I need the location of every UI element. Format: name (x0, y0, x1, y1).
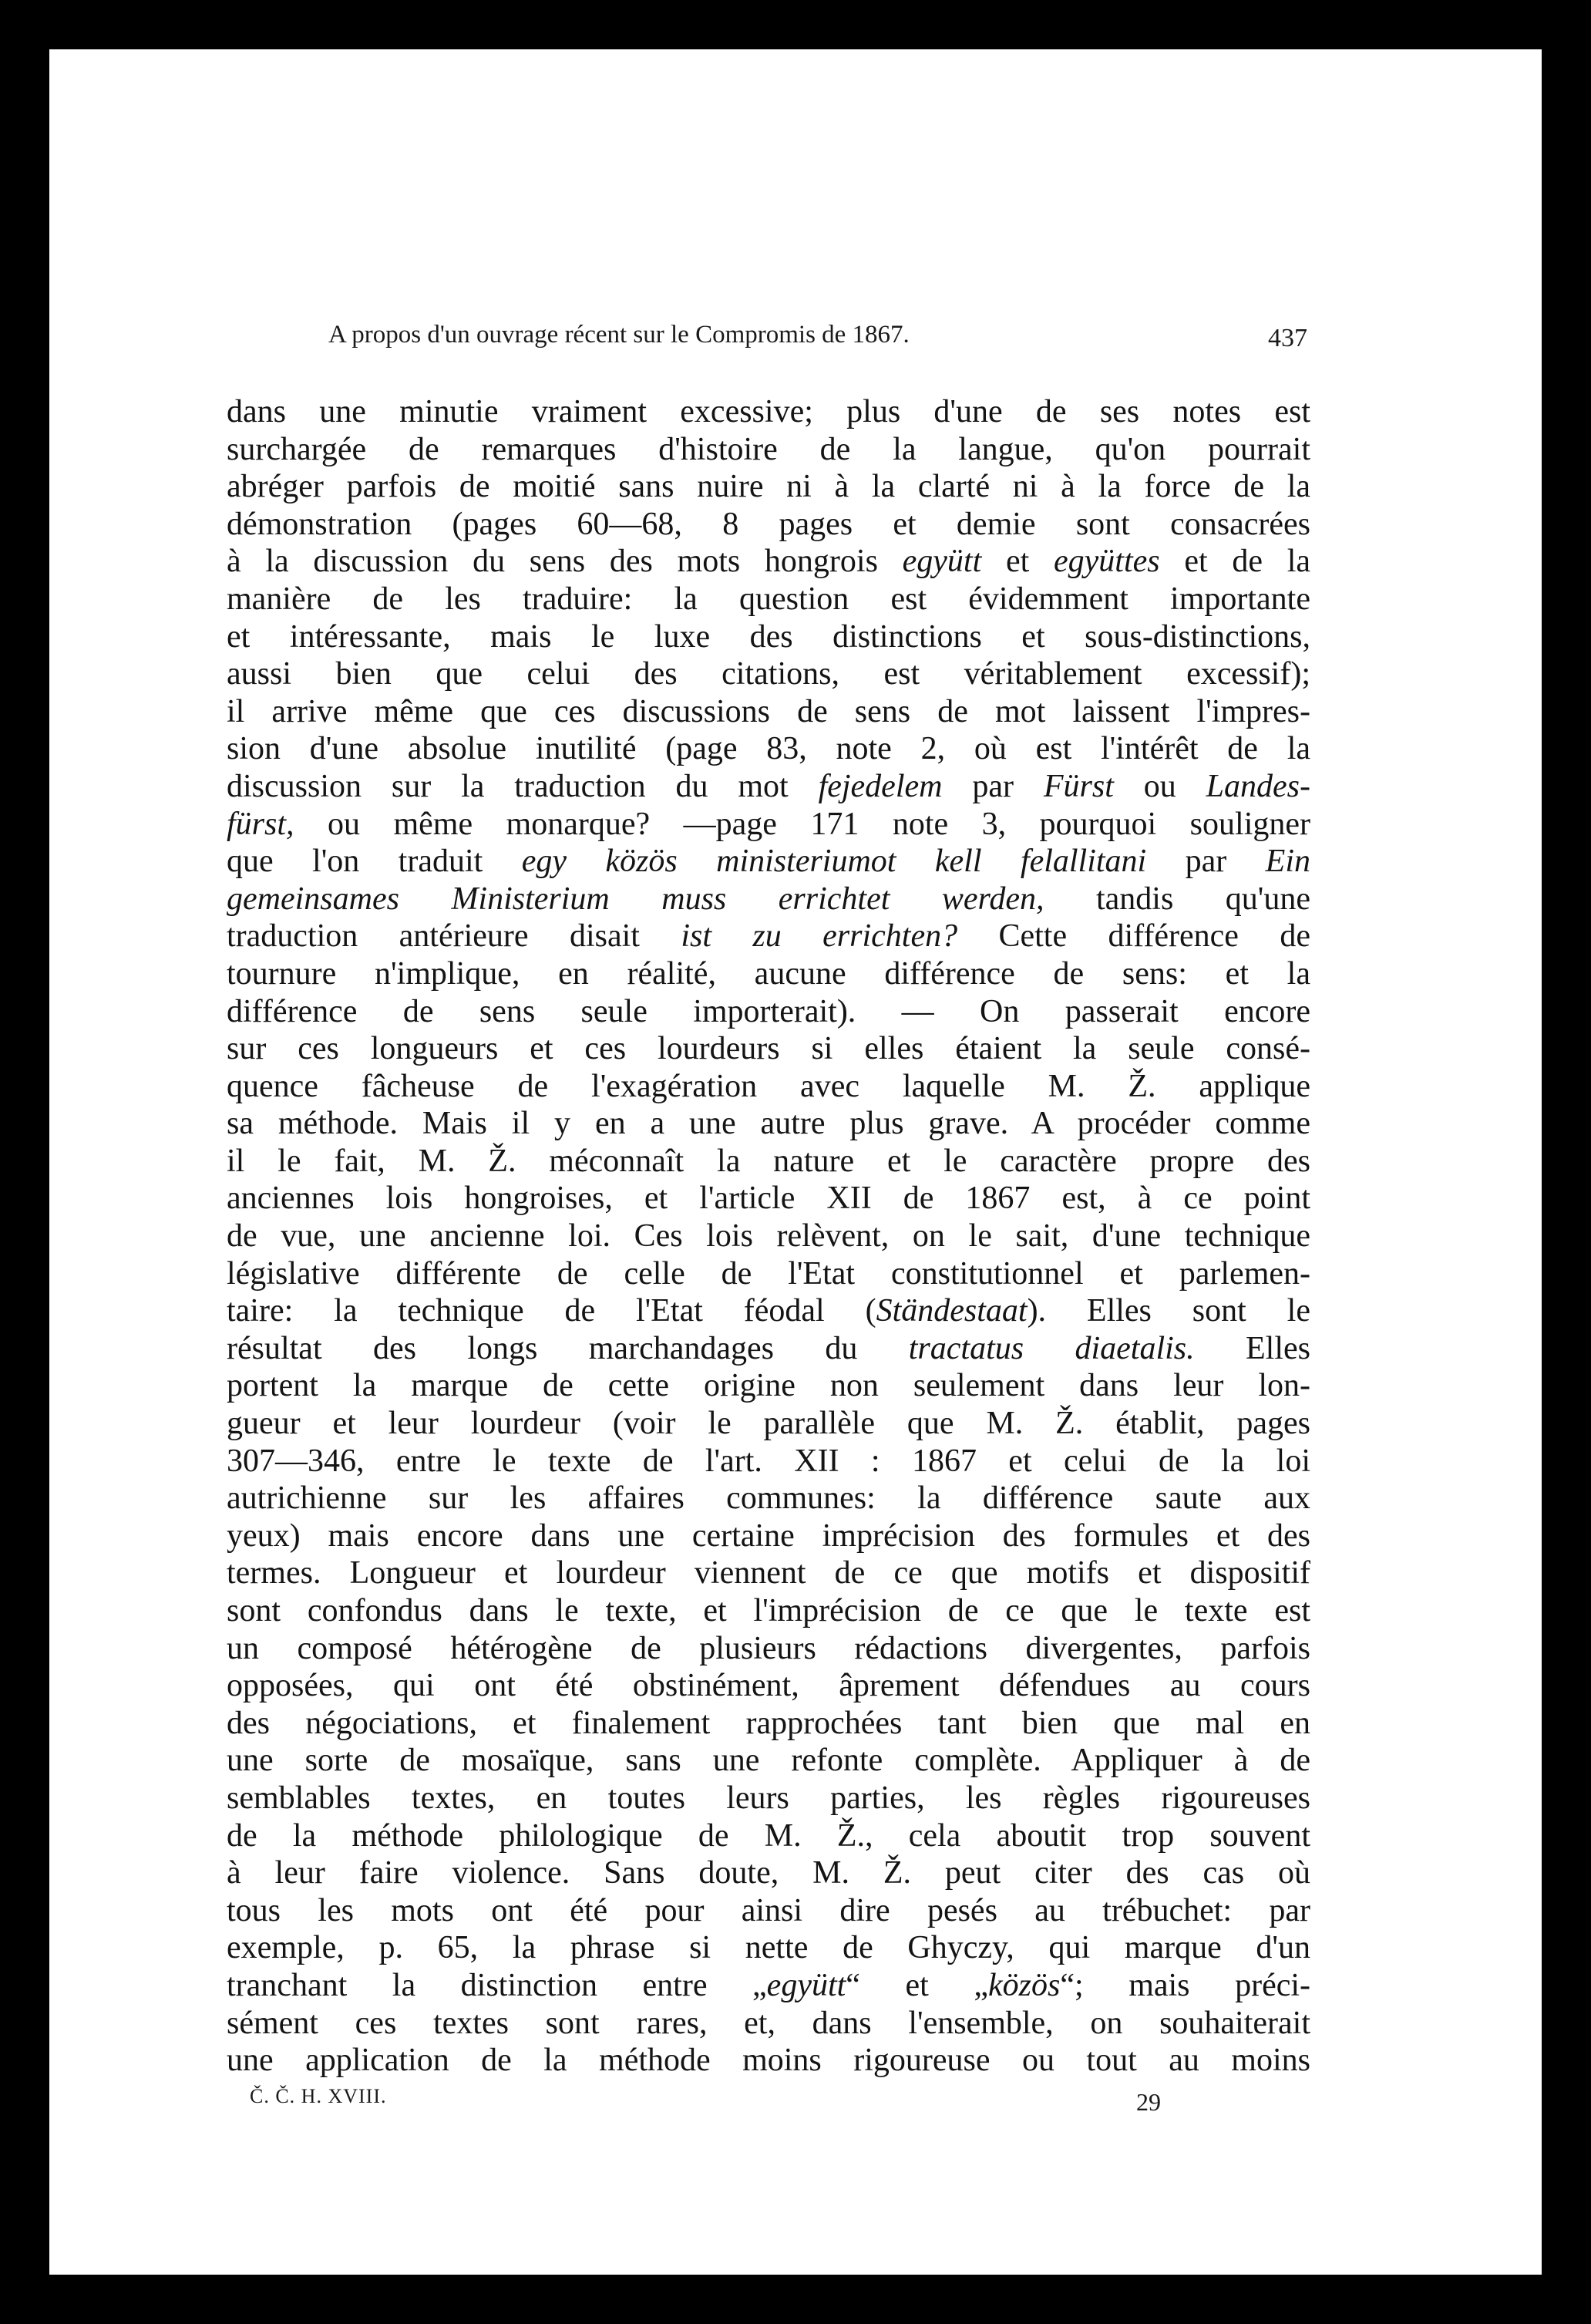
text-line: aussi bien que celui des citations, est véritablement excessif); (227, 656, 1310, 692)
text-line: surchargée de remarques d'histoire de la langue, qu'on pourrait (227, 431, 1310, 467)
text-line: abréger parfois de moitié sans nuire ni à la clarté ni à la force de la (227, 469, 1310, 505)
text-line: exemple, p. 65, la phrase si nette de Ghyczy, qui marque d'un (227, 1930, 1310, 1966)
text-line: semblables textes, en toutes leurs parties, les règles rigoureuses (227, 1780, 1310, 1816)
text-line: tranchant la distinction entre „együtt“ et „közös“; mais préci- (227, 1967, 1311, 2003)
text-line: il le fait, M. Ž. méconnaît la nature et le caractère propre des (227, 1143, 1310, 1179)
text-line: anciennes lois hongroises, et l'article XII de 1867 est, à ce point (227, 1181, 1310, 1217)
text-line: dans une minutie vraiment excessive; plus d'une de ses notes est (227, 394, 1310, 429)
scanned-page (49, 49, 1542, 2275)
text-line: une sorte de mosaïque, sans une refonte complète. Appliquer à de (227, 1743, 1310, 1779)
text-line: à leur faire violence. Sans doute, M. Ž. peut citer des cas où (227, 1855, 1310, 1891)
sheet-number: 29 (1136, 2088, 1161, 2116)
text-line: gueur et leur lourdeur (voir le parallèle que M. Ž. établit, pages (227, 1406, 1310, 1442)
text-line: yeux) mais encore dans une certaine imprécision des formules et des (227, 1517, 1310, 1554)
signature-mark: Č. Č. H. XVIII. (250, 2085, 387, 2107)
text-line: opposées, qui ont été obstinément, âprement défendues au cours (227, 1668, 1310, 1704)
running-header (328, 321, 1307, 364)
text-line: de vue, une ancienne loi. Ces lois relèvent, on le sait, d'une technique (227, 1218, 1310, 1255)
page-footer (227, 2085, 1310, 2131)
text-line: que l'on traduit egy közös ministeriumot kell felallitani par Ein (227, 844, 1310, 880)
text-line: législative différente de celle de l'Etat constitutionnel et parlemen- (227, 1255, 1310, 1292)
text-line: et intéressante, mais le luxe des distinctions et sous-distinctions, (227, 618, 1310, 655)
text-line: sont confondus dans le texte, et l'imprécision de ce que le texte est (227, 1593, 1310, 1628)
running-title: A propos d'un ouvrage récent sur le Compromis de 1867. (328, 321, 910, 349)
text-line: sément ces textes sont rares, et, dans l'ensemble, on souhaiterait (227, 2005, 1310, 2041)
text-line: à la discussion du sens des mots hongrois együtt et együttes et de la (227, 544, 1310, 580)
text-line: une application de la méthode moins rigoureuse ou tout au moins (227, 2043, 1310, 2079)
text-line: 307—346, entre le texte de l'art. XII : 1867 et celui de la loi (227, 1443, 1310, 1479)
text-line: gemeinsames Ministerium muss errichtet werden, tandis qu'une (227, 881, 1310, 917)
text-line: fürst, ou même monarque? —page 171 note 3, pourquoi souligner (227, 806, 1310, 842)
text-line: tous les mots ont été pour ainsi dire pesés au trébuchet: par (227, 1892, 1310, 1928)
text-line: des négociations, et finalement rapprochées tant bien que mal en (227, 1705, 1310, 1741)
text-line: quence fâcheuse de l'exagération avec laquelle M. Ž. applique (227, 1068, 1310, 1104)
text-line: autrichienne sur les affaires communes: la différence saute aux (227, 1480, 1310, 1517)
text-line: il arrive même que ces discussions de sens de mot laissent l'impres- (227, 693, 1310, 729)
text-line: traduction antérieure disait ist zu errichten? Cette différence de (227, 918, 1310, 955)
text-line: de la méthode philologique de M. Ž., cela aboutit trop souvent (227, 1817, 1310, 1854)
text-line: taire: la technique de l'Etat féodal (Ständestaat). Elles sont le (227, 1293, 1310, 1329)
text-line: manière de les traduire: la question est évidemment importante (227, 581, 1310, 617)
text-line: termes. Longueur et lourdeur viennent de ce que motifs et dispositif (227, 1555, 1310, 1591)
text-line: différence de sens seule importerait). — On passerait encore (227, 993, 1310, 1029)
body-text (227, 393, 1310, 2080)
text-line: sion d'une absolue inutilité (page 83, note 2, où est l'intérêt de la (227, 731, 1310, 767)
text-line: résultat des longs marchandages du tractatus diaetalis. Elles (227, 1330, 1311, 1366)
text-line: sur ces longueurs et ces lourdeurs si elles étaient la seule consé- (227, 1031, 1310, 1067)
text-line: un composé hétérogène de plusieurs rédactions divergentes, parfois (227, 1630, 1310, 1666)
text-line: portent la marque de cette origine non seulement dans leur lon- (227, 1368, 1310, 1404)
page-number: 437 (1268, 324, 1307, 352)
text-line: démonstration (pages 60—68, 8 pages et demie sont consacrées (227, 506, 1310, 542)
text-line: discussion sur la traduction du mot fejedelem par Fürst ou Landes- (227, 768, 1310, 804)
text-line: sa méthode. Mais il y en a une autre plus grave. A procéder comme (227, 1106, 1310, 1142)
text-line: tournure n'implique, en réalité, aucune différence de sens: et la (227, 955, 1310, 992)
